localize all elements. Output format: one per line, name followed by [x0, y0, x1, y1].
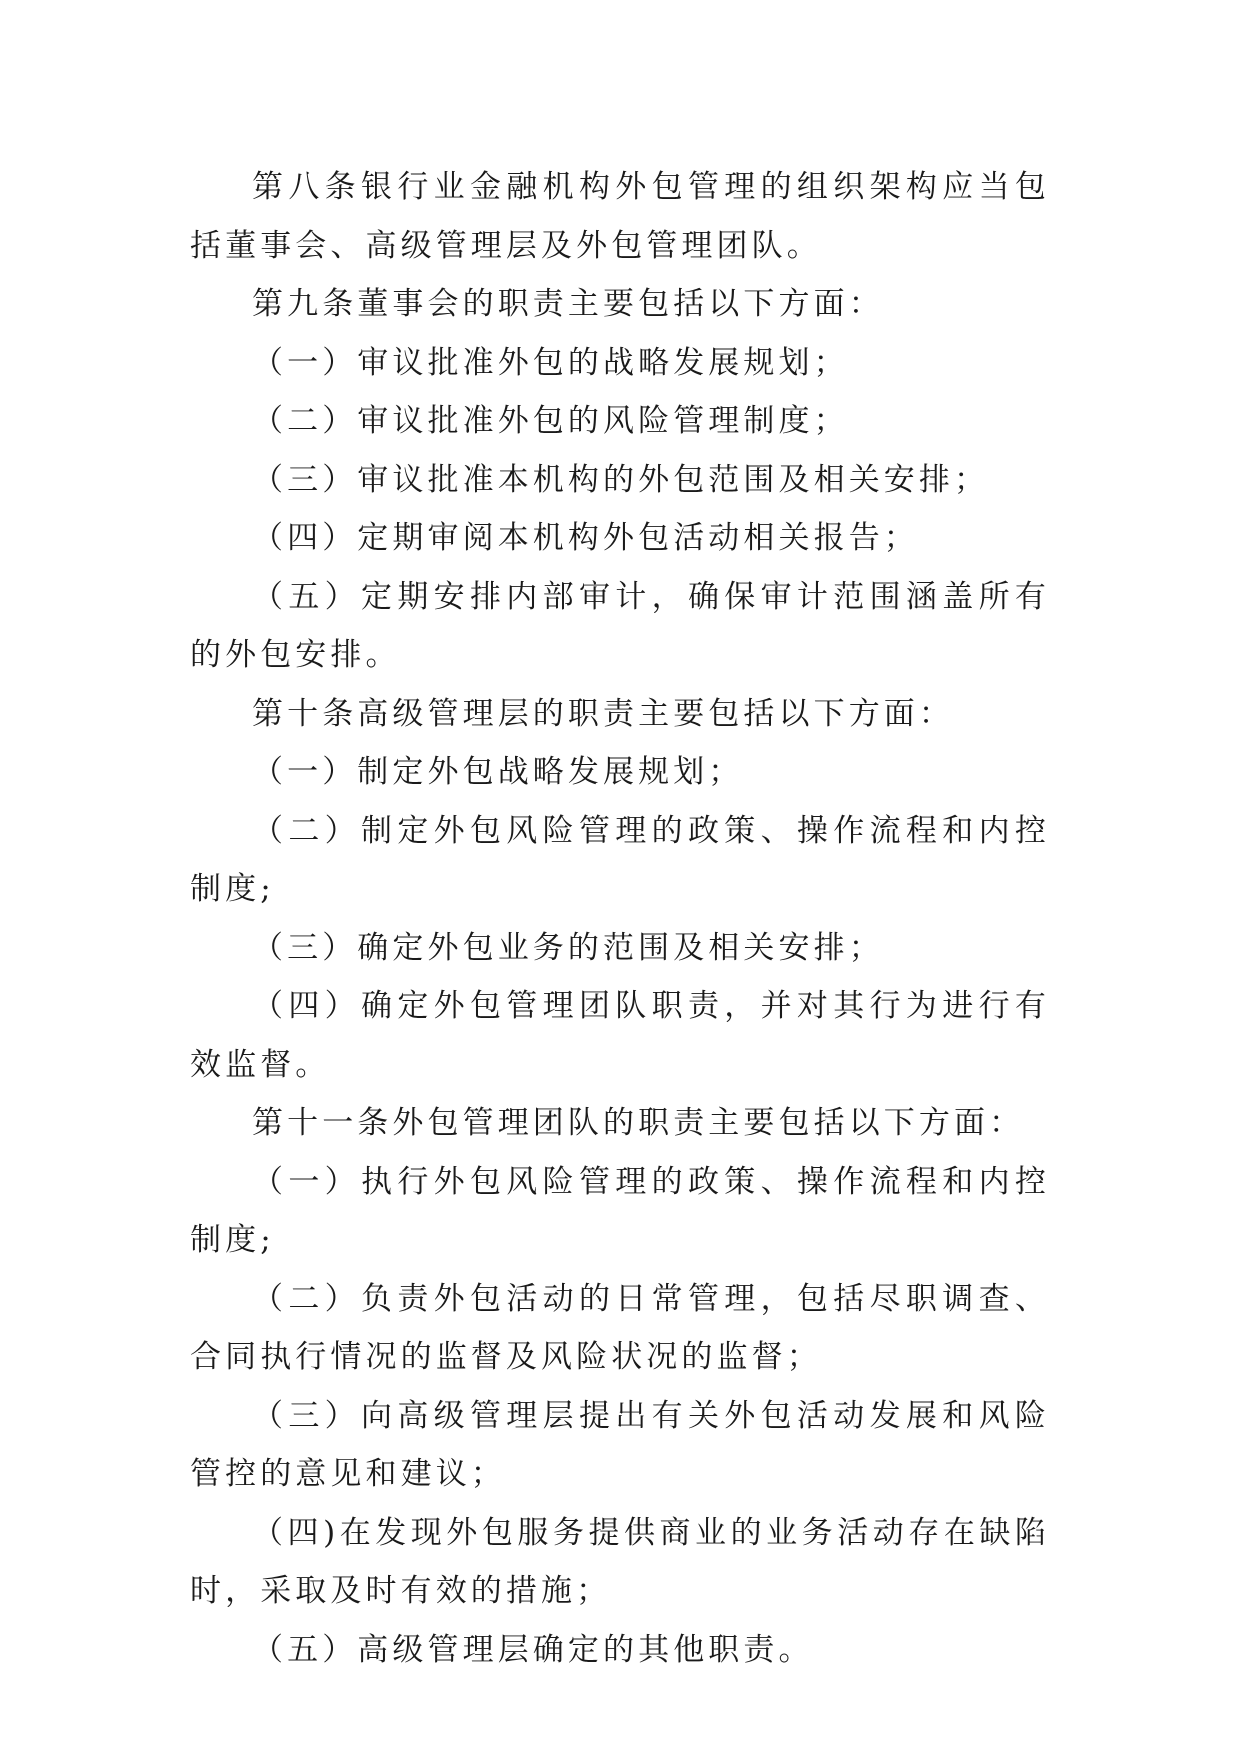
- list-item: （二）负责外包活动的日常管理，包括尽职调查、合同执行情况的监督及风险状况的监督；: [190, 1280, 1050, 1375]
- paragraph-article-11: 第十一条外包管理团队的职责主要包括以下方面：: [252, 1105, 1025, 1141]
- list-item: （四）确定外包管理团队职责，并对其行为进行有效监督。: [190, 988, 1050, 1083]
- list-item: （一）执行外包风险管理的政策、操作流程和内控制度;: [190, 1163, 1050, 1258]
- list-item: （四）定期审阅本机构外包活动相关报告；: [252, 520, 919, 556]
- paragraph-article-9: 第九条董事会的职责主要包括以下方面：: [252, 286, 884, 322]
- paragraph-article-10: 第十条高级管理层的职责主要包括以下方面：: [252, 695, 954, 732]
- list-item: （一）审议批准外包的战略发展规划；: [252, 344, 849, 381]
- list-item: （五）定期安排内部审计，确保审计范围涵盖所有的外包安排。: [190, 578, 1050, 673]
- list-item: （三）确定外包业务的范围及相关安排；: [252, 929, 884, 966]
- list-item: （五）高级管理层确定的其他职责。: [252, 1631, 814, 1668]
- list-item: （三）向高级管理层提出有关外包活动发展和风险管控的意见和建议；: [190, 1397, 1050, 1492]
- list-item: （四)在发现外包服务提供商业的业务活动存在缺陷时，采取及时有效的措施；: [190, 1514, 1050, 1609]
- list-item: （一）制定外包战略发展规划；: [252, 754, 744, 790]
- list-item: （二）审议批准外包的风险管理制度；: [252, 403, 849, 439]
- list-item: （二）制定外包风险管理的政策、操作流程和内控制度;: [190, 812, 1050, 907]
- paragraph-article-8: 第八条银行业金融机构外包管理的组织架构应当包括董事会、高级管理层及外包管理团队。: [190, 169, 1050, 264]
- document-body: [190, 158, 1050, 1679]
- list-item: （三）审议批准本机构的外包范围及相关安排；: [252, 461, 990, 498]
